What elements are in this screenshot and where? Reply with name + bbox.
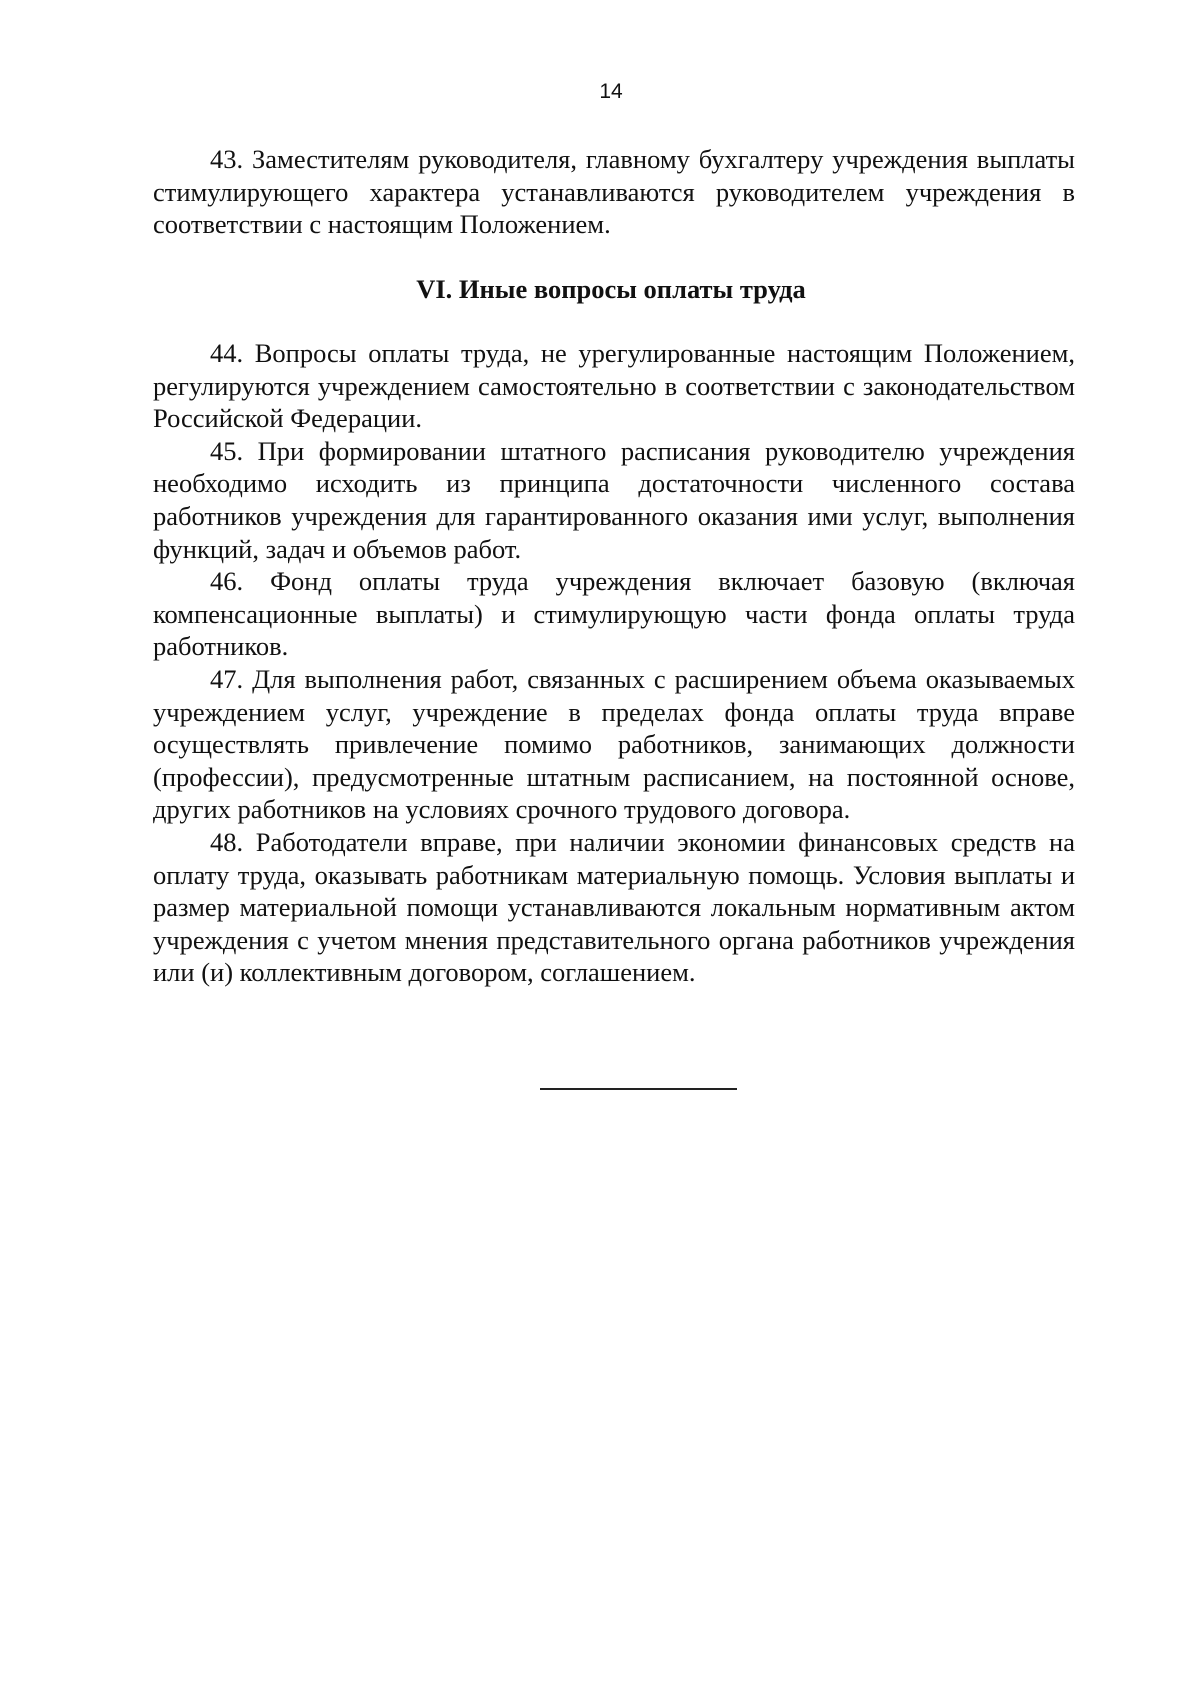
paragraph-43: 43. Заместителям руководителя, главному бухгалтеру учреждения выплаты стимулирующего характера устанавливаются руководителем учреждения в соответствии с настоящим Положением. <box>153 144 1075 240</box>
paragraph-block-43 <box>153 143 1075 241</box>
section-heading: VI. Иные вопросы оплаты труда <box>416 274 806 304</box>
paragraph-45: 45. При формировании штатного расписания руководителю учреждения необходимо исходить из принципа достаточности численного состава работников учреждения для гарантированного оказания ими услуг, выполнения функций, задач и объемов работ. <box>153 435 1075 564</box>
page-number: 14 <box>599 80 623 103</box>
paragraph-46: 46. Фонд оплаты труда учреждения включает базовую (включая компенсационные выплаты) и стимулирующую части фонда оплаты труда работников. <box>153 566 1075 662</box>
end-of-document-rule <box>540 1088 737 1090</box>
paragraph-44: 44. Вопросы оплаты труда, не урегулированные настоящим Положением, регулируются учреждением самостоятельно в соответствии с законодательством Российской Федерации. <box>153 338 1075 434</box>
paragraph-47: 47. Для выполнения работ, связанных с расширением объема оказываемых учреждением услуг, учреждение в пределах фонда оплаты труда вправе осуществлять привлечение помимо работников, занимающих должности (профессии), предусмотренные штатным расписанием, на постоянной основе, других работников на условиях срочного трудового договора. <box>153 663 1075 825</box>
paragraph-block-44-48 <box>153 337 1075 989</box>
paragraph-48: 48. Работодатели вправе, при наличии экономии финансовых средств на оплату труда, оказывать работникам материальную помощь. Условия выплаты и размер материальной помощи устанавливаются локальным нормативным актом учреждения с учетом мнения представительного органа работников учреждения или (и) коллективным договором, соглашением. <box>153 826 1075 988</box>
